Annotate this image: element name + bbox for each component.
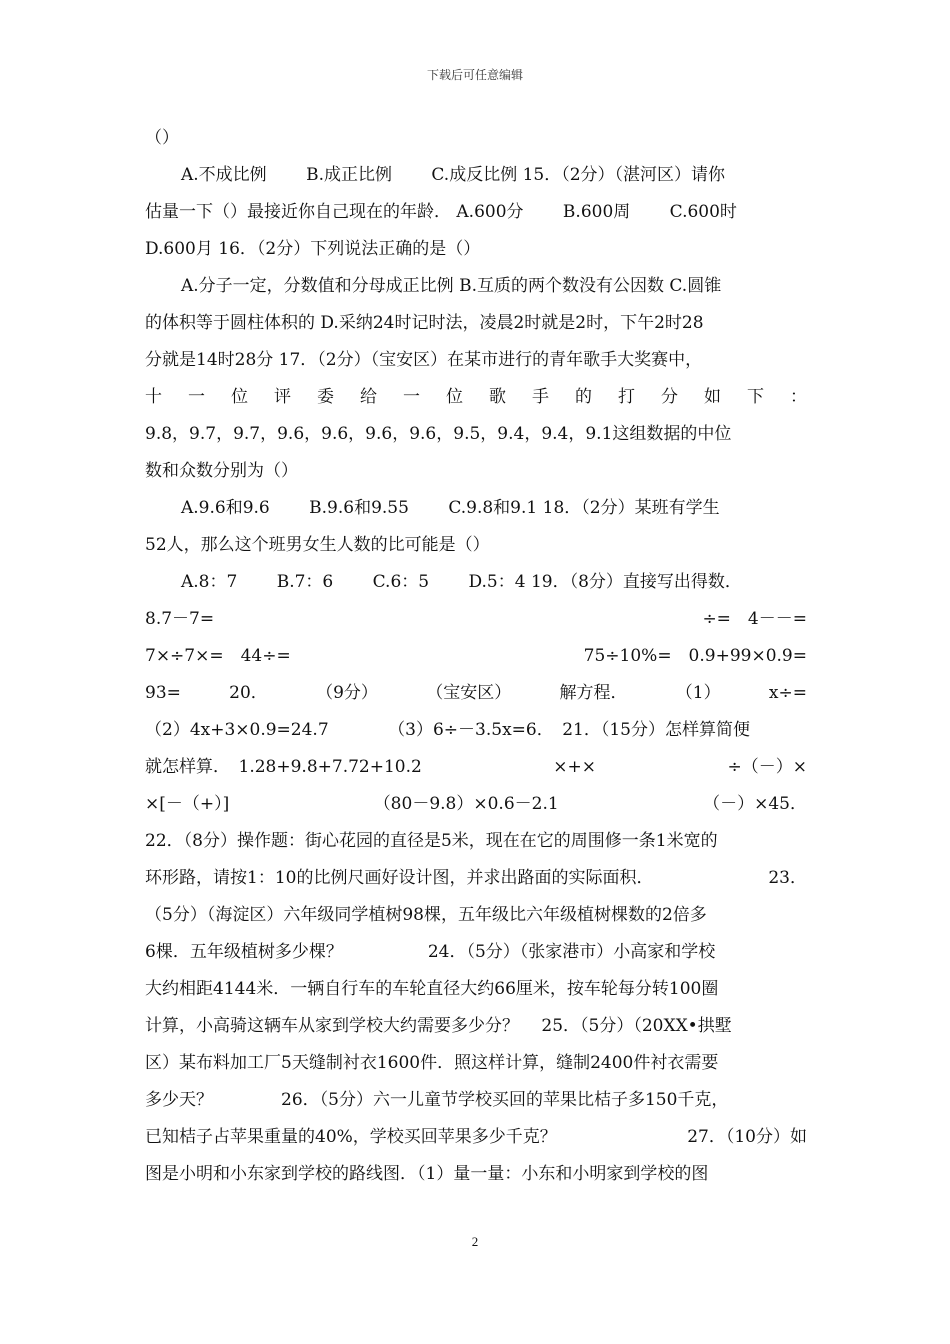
text-line: 多少天？ 26．（5分）六一儿童节学校买回的苹果比桔子多150千克， [145, 1090, 729, 1110]
text-segment: 就怎样算． 1.28+9.8+7.72+10.2 [145, 757, 422, 777]
text-line [145, 860, 807, 897]
text-segment: 93= [145, 683, 181, 703]
justified-line [145, 379, 807, 416]
text-segment: 23． [768, 868, 807, 888]
text-segment: 解方程． [559, 683, 628, 703]
text-char: 打 [618, 387, 635, 407]
text-line [145, 638, 807, 675]
text-segment: ×[－（+）] [145, 794, 230, 814]
text-line: 的体积等于圆柱体积的 D.采纳24时记时法，凌晨2时就是2时，下午2时28 [145, 313, 704, 333]
text-char: 分 [661, 387, 678, 407]
page-number: 2 [471, 1234, 479, 1249]
text-segment: 7×÷7×= 44÷= [145, 646, 291, 666]
text-char: 评 [274, 387, 291, 407]
text-char: 十 [145, 387, 162, 407]
page-header: 下载后可任意编辑 [426, 68, 523, 82]
text-line: 估量一下（）最接近你自己现在的年龄． A.600分 B.600周 C.600时 [145, 202, 737, 222]
text-segment: ÷（－）× [727, 757, 807, 777]
text-segment: ÷= 4－－= [702, 609, 807, 629]
text-line: A.9.6和9.6 B.9.6和9.55 C.9.8和9.1 18．（2分）某班有学生 [181, 498, 720, 518]
text-segment: 75÷10%= 0.9+99×0.9= [583, 646, 807, 666]
text-line [145, 749, 807, 786]
text-line: 9.8，9.7，9.7，9.6，9.6，9.6，9.6，9.5，9.4，9.4，9.1这组数据的中位 [145, 424, 732, 444]
text-line [145, 786, 807, 823]
text-char: 一 [403, 387, 420, 407]
text-segment: 27．（10分）如 [687, 1127, 807, 1147]
text-line: 大约相距4144米．一辆自行车的车轮直径大约66厘米，按车轮每分转100圈 [145, 979, 719, 999]
text-line: 22．（8分）操作题：街心花园的直径是5米，现在在它的周围修一条1米宽的 [145, 831, 718, 851]
text-segment: （－）×45． [703, 794, 807, 814]
text-segment: 已知桔子占苹果重量的40%，学校买回苹果多少千克？ [145, 1127, 557, 1147]
text-line [145, 1119, 807, 1156]
text-line: 分就是14时28分 17．（2分）（宝安区）在某市进行的青年歌手大奖赛中， [145, 350, 703, 370]
text-line: A.分子一定，分数值和分母成正比例 B.互质的两个数没有公因数 C.圆锥 [181, 276, 722, 296]
text-char: 下 [747, 387, 764, 407]
text-char: 歌 [489, 387, 506, 407]
text-segment: 8.7－7= [145, 609, 215, 629]
text-segment: 20． [229, 683, 268, 703]
text-char: 如 [704, 387, 721, 407]
text-char: 的 [575, 387, 592, 407]
text-char: 给 [360, 387, 377, 407]
text-line: （5分）（海淀区）六年级同学植树98棵，五年级比六年级植树棵数的2倍多 [145, 905, 707, 925]
text-line [145, 675, 807, 712]
text-char: 一 [188, 387, 205, 407]
text-char: ： [790, 387, 807, 407]
text-segment: （1） [675, 683, 721, 703]
text-char: 委 [317, 387, 334, 407]
text-line: 图是小明和小东家到学校的路线图．（1）量一量：小东和小明家到学校的图 [145, 1164, 709, 1184]
text-segment: （9分） [316, 683, 378, 703]
text-line: 区）某布料加工厂5天缝制衬衣1600件．照这样计算，缝制2400件衬衣需要 [145, 1053, 719, 1073]
text-line: 6棵．五年级植树多少棵？ 24．（5分）（张家港市）小高家和学校 [145, 942, 716, 962]
text-segment: 环形路，请按1：10的比例尺画好设计图，并求出路面的实际面积． [145, 868, 654, 888]
text-char: 手 [532, 387, 549, 407]
text-line: A.不成比例 B.成正比例 C.成反比例 15．（2分）（湛河区）请你 [181, 165, 726, 185]
text-segment: （宝安区） [426, 683, 512, 703]
text-segment: ×+× [553, 757, 597, 777]
text-line: （） [145, 128, 179, 148]
text-line: 数和众数分别为（） [145, 461, 298, 481]
document-body [145, 120, 807, 1193]
text-line: （2）4x+3×0.9=24.7 （3）6÷－3.5x=6． 21．（15分）怎样算简便 [145, 720, 750, 740]
text-segment: x÷= [768, 683, 807, 703]
text-line: 计算，小高骑这辆车从家到学校大约需要多少分？ 25．（5分）（20XX•拱墅 [145, 1016, 732, 1036]
text-line: A.8：7 B.7：6 C.6：5 D.5：4 19．（8分）直接写出得数． [181, 572, 742, 592]
text-line: 52人，那么这个班男女生人数的比可能是（） [145, 535, 490, 555]
text-line: D.600月 16．（2分）下列说法正确的是（） [145, 239, 481, 259]
text-segment: （80－9.8）×0.6－2.1 [373, 794, 559, 814]
text-char: 位 [231, 387, 248, 407]
text-char: 位 [446, 387, 463, 407]
text-line [145, 601, 807, 638]
